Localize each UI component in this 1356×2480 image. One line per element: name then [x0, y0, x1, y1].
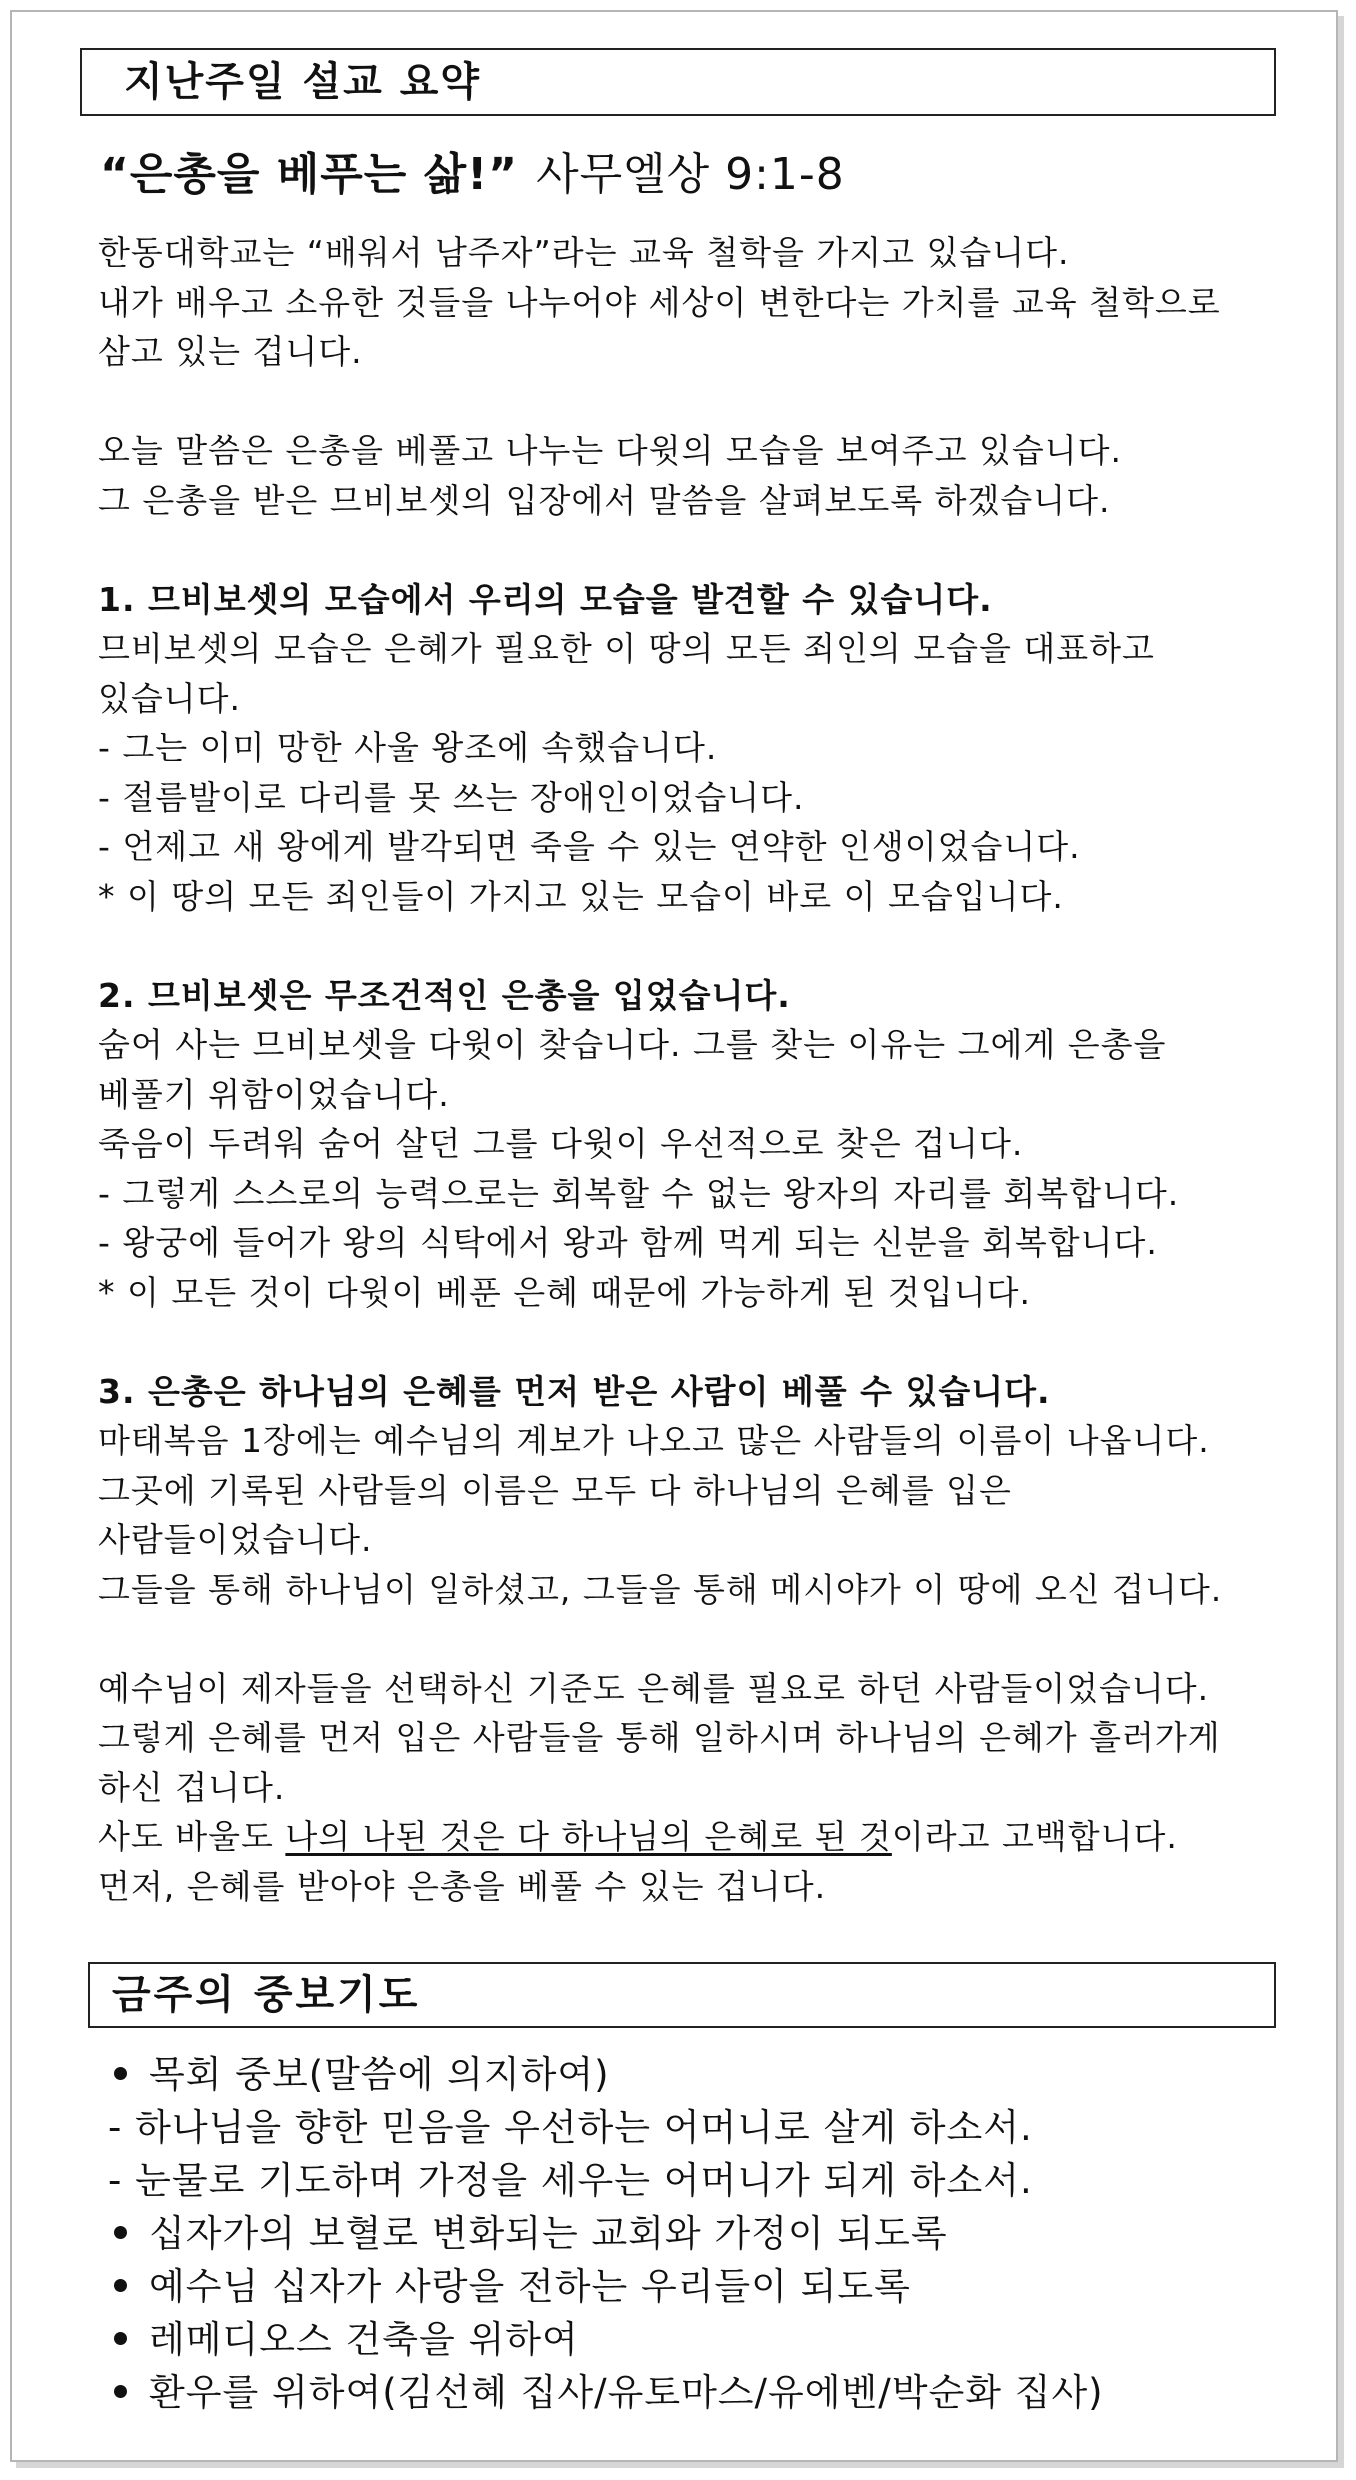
body-line: - 그렇게 스스로의 능력으로는 회복할 수 없는 왕자의 자리를 회복합니다.	[98, 1173, 1180, 1213]
body-line: 있습니다.	[98, 678, 242, 718]
prayer-item-text: - 눈물로 기도하며 가정을 세우는 어머니가 되게 하소서.	[108, 2159, 1033, 2202]
bullet-icon	[114, 2226, 127, 2239]
prayer-item-text: 환우를 위하여(김선혜 집사/유토마스/유에벤/박순화 집사)	[149, 2371, 1104, 2414]
point-heading-3: 3. 은총은 하나님의 은혜를 먼저 받은 사람이 베풀 수 있습니다.	[98, 1371, 1051, 1411]
prayer-item	[108, 2313, 1288, 2366]
prayer-item-text: 목회 중보(말씀에 의지하여)	[149, 2053, 610, 2096]
body-line: 먼저, 은혜를 받아야 은총을 베풀 수 있는 겁니다.	[98, 1866, 827, 1906]
prayer-subitem	[108, 2154, 1288, 2207]
body-line: 한동대학교는 “배워서 남주자”라는 교육 철학을 가지고 있습니다.	[98, 233, 1070, 272]
body-line: - 그는 이미 망한 사울 왕조에 속했습니다.	[98, 728, 718, 767]
body-line-with-underline	[98, 1812, 1278, 1862]
bullet-icon	[114, 2332, 127, 2345]
bullet-icon	[114, 2067, 127, 2080]
body-line: * 이 땅의 모든 죄인들이 가지고 있는 모습이 바로 이 모습입니다.	[98, 876, 1064, 916]
prayer-item-text: 레메디오스 건축을 위하여	[149, 2318, 579, 2361]
body-line: 숨어 사는 므비보셋을 다윗이 찾습니다. 그를 찾는 이유는 그에게 은총을	[98, 1025, 1167, 1064]
body-line: 죽음이 두려워 숨어 살던 그를 다윗이 우선적으로 찾은 겁니다.	[98, 1124, 1024, 1163]
prayer-item	[108, 2260, 1288, 2313]
body-line: 그곳에 기록된 사람들의 이름은 모두 다 하나님의 은혜를 입은	[98, 1470, 1012, 1510]
prayer-list	[108, 2048, 1288, 2419]
prayer-item	[108, 2048, 1288, 2101]
body-line: 내가 배우고 소유한 것들을 나누어야 세상이 변한다는 가치를 교육 철학으로	[98, 282, 1221, 322]
body-line: 마태복음 1장에는 예수님의 계보가 나오고 많은 사람들의 이름이 나옵니다.	[98, 1421, 1210, 1460]
sermon-title: “은총을 베푸는 삶!”	[100, 149, 519, 200]
prayer-item-text: 십자가의 보혈로 변화되는 교회와 가정이 되도록	[149, 2212, 948, 2255]
sermon-body	[98, 228, 1278, 1911]
prayer-subitem	[108, 2101, 1288, 2154]
prayer-item	[108, 2207, 1288, 2260]
section-title-sermon-summary: 지난주일 설교 요약	[124, 59, 481, 105]
bullet-icon	[114, 2385, 127, 2398]
section-title-intercessory-prayer: 금주의 중보기도	[112, 1972, 421, 2018]
text-segment: 사도 바울도	[98, 1817, 286, 1856]
body-line: 오늘 말씀은 은총을 베풀고 나누는 다윗의 모습을 보여주고 있습니다.	[98, 431, 1122, 470]
body-line: - 왕궁에 들어가 왕의 식탁에서 왕과 함께 먹게 되는 신분을 회복합니다.	[98, 1223, 1158, 1262]
point-heading-2: 2. 므비보셋은 무조건적인 은총을 입었습니다.	[98, 975, 791, 1015]
sermon-heading	[100, 138, 845, 202]
body-line: - 절름발이로 다리를 못 쓰는 장애인이었습니다.	[98, 777, 805, 817]
prayer-item-text: 예수님 십자가 사랑을 전하는 우리들이 되도록	[149, 2265, 911, 2308]
body-line: 그들을 통해 하나님이 일하셨고, 그들을 통해 메시야가 이 땅에 오신 겁니다.	[98, 1569, 1223, 1609]
body-line: 그렇게 은혜를 먼저 입은 사람들을 통해 일하시며 하나님의 은혜가 흘러가게	[98, 1718, 1221, 1757]
body-line: 예수님이 제자들을 선택하신 기준도 은혜를 필요로 하던 사람들이었습니다.	[98, 1668, 1210, 1708]
body-line: 하신 겁니다.	[98, 1767, 286, 1807]
text-segment: 이라고 고백합니다.	[891, 1817, 1178, 1856]
body-line: 사람들이었습니다.	[98, 1520, 373, 1559]
body-line: * 이 모든 것이 다윗이 베푼 은혜 때문에 가능하게 된 것입니다.	[98, 1272, 1031, 1312]
body-line: 그 은총을 받은 므비보셋의 입장에서 말씀을 살펴보도록 하겠습니다.	[98, 480, 1111, 520]
prayer-item	[108, 2366, 1288, 2419]
prayer-item-text: - 하나님을 향한 믿음을 우선하는 어머니로 살게 하소서.	[108, 2106, 1033, 2149]
body-line: 삼고 있는 겁니다.	[98, 332, 363, 371]
body-line: 베풀기 위함이었습니다.	[98, 1074, 450, 1114]
body-line: 므비보셋의 모습은 은혜가 필요한 이 땅의 모든 죄인의 모습을 대표하고	[98, 629, 1155, 668]
body-line: - 언제고 새 왕에게 발각되면 죽을 수 있는 연약한 인생이었습니다.	[98, 827, 1081, 866]
scripture-reference: 사무엘상 9:1-8	[536, 149, 845, 200]
underlined-quote: 나의 나된 것은 다 하나님의 은혜로 된 것	[285, 1817, 892, 1856]
bullet-icon	[114, 2279, 127, 2292]
point-heading-1: 1. 므비보셋의 모습에서 우리의 모습을 발견할 수 있습니다.	[98, 579, 993, 619]
